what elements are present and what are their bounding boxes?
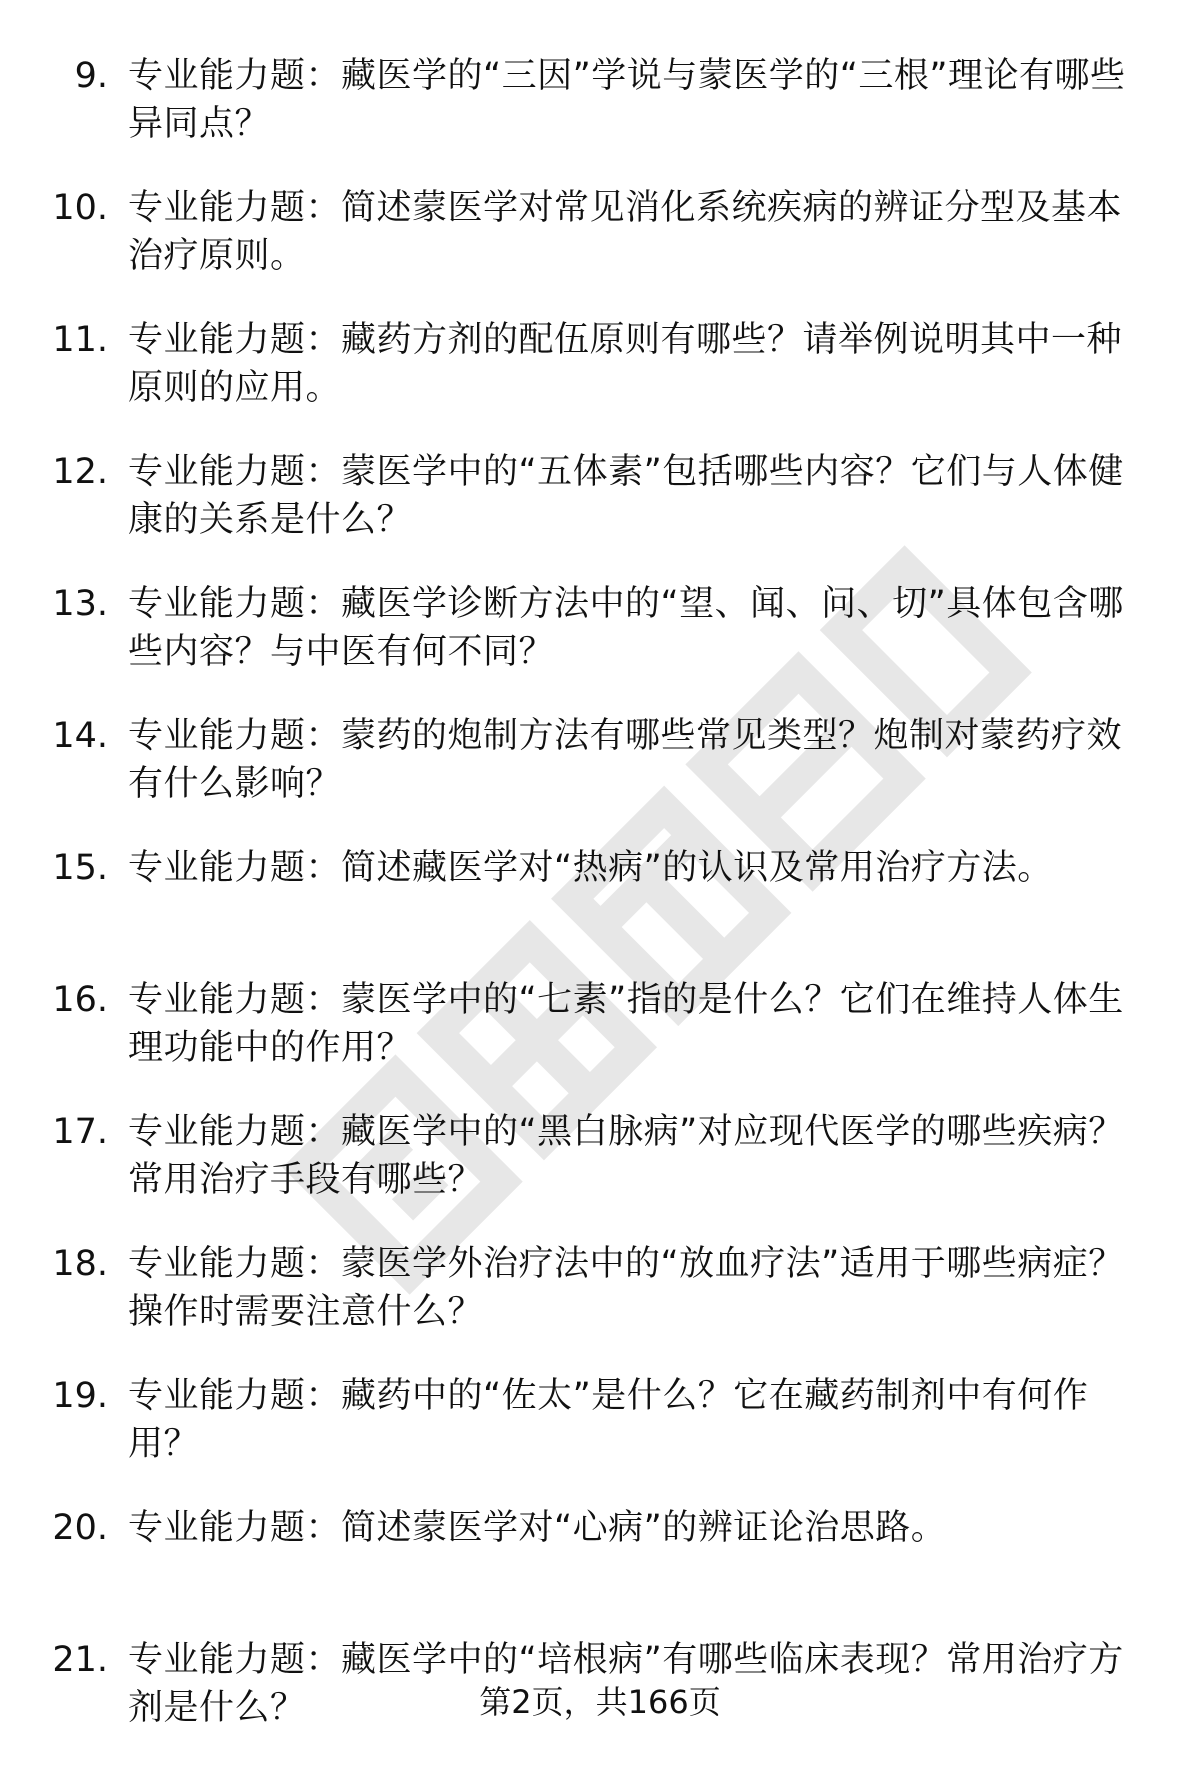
question-text: 专业能力题：简述蒙医学对“心病”的辨证论治思路。 — [128, 1508, 947, 1548]
question-text: 专业能力题：蒙医学外治疗法中的“放血疗法”适用于哪些病症？操作时需要注意什么？ — [128, 1244, 1124, 1332]
question-text: 专业能力题：藏药方剂的配伍原则有哪些？请举例说明其中一种原则的应用。 — [128, 320, 1123, 408]
question-item-10 — [0, 184, 1200, 316]
question-item-14 — [0, 712, 1200, 844]
question-text: 专业能力题：蒙药的炮制方法有哪些常见类型？炮制对蒙药疗效有什么影响？ — [128, 716, 1123, 804]
question-item-20 — [0, 1504, 1200, 1636]
question-number: 15. — [52, 848, 108, 888]
question-item-13 — [0, 580, 1200, 712]
question-list — [0, 52, 1200, 1768]
question-item-12 — [0, 448, 1200, 580]
page-indicator: 第2页，共166页 — [479, 1683, 721, 1721]
question-item-16 — [0, 976, 1200, 1108]
question-number: 11. — [52, 320, 108, 360]
question-item-9 — [0, 52, 1200, 184]
question-item-19 — [0, 1372, 1200, 1504]
question-number: 12. — [52, 452, 108, 492]
question-number: 10. — [52, 188, 108, 228]
question-number: 16. — [52, 980, 108, 1020]
question-text: 专业能力题：简述蒙医学对常见消化系统疾病的辨证分型及基本治疗原则。 — [128, 188, 1123, 276]
question-number: 19. — [52, 1376, 108, 1416]
question-item-11 — [0, 316, 1200, 448]
question-number: 14. — [52, 716, 108, 756]
question-number: 13. — [52, 584, 108, 624]
question-number: 9. — [74, 56, 108, 96]
question-text: 专业能力题：蒙医学中的“五体素”包括哪些内容？它们与人体健康的关系是什么？ — [128, 452, 1124, 540]
question-text: 专业能力题：藏药中的“佐太”是什么？它在藏药制剂中有何作用？ — [128, 1376, 1089, 1464]
question-number: 17. — [52, 1112, 108, 1152]
question-text: 专业能力题：藏医学中的“培根病”有哪些临床表现？常用治疗方剂是什么？ — [128, 1640, 1124, 1728]
question-number: 18. — [52, 1244, 108, 1284]
question-text: 专业能力题：蒙医学中的“七素”指的是什么？它们在维持人体生理功能中的作用？ — [128, 980, 1124, 1068]
question-text: 专业能力题：简述藏医学对“热病”的认识及常用治疗方法。 — [128, 848, 1053, 888]
question-number: 21. — [52, 1640, 108, 1680]
question-text: 专业能力题：藏医学中的“黑白脉病”对应现代医学的哪些疾病？常用治疗手段有哪些？ — [128, 1112, 1124, 1200]
question-item-15 — [0, 844, 1200, 976]
question-number: 20. — [52, 1508, 108, 1548]
question-text: 专业能力题：藏医学的“三因”学说与蒙医学的“三根”理论有哪些异同点？ — [128, 56, 1126, 144]
question-item-18 — [0, 1240, 1200, 1372]
question-text: 专业能力题：藏医学诊断方法中的“望、闻、问、切”具体包含哪些内容？与中医有何不同？ — [128, 584, 1124, 672]
question-item-17 — [0, 1108, 1200, 1240]
